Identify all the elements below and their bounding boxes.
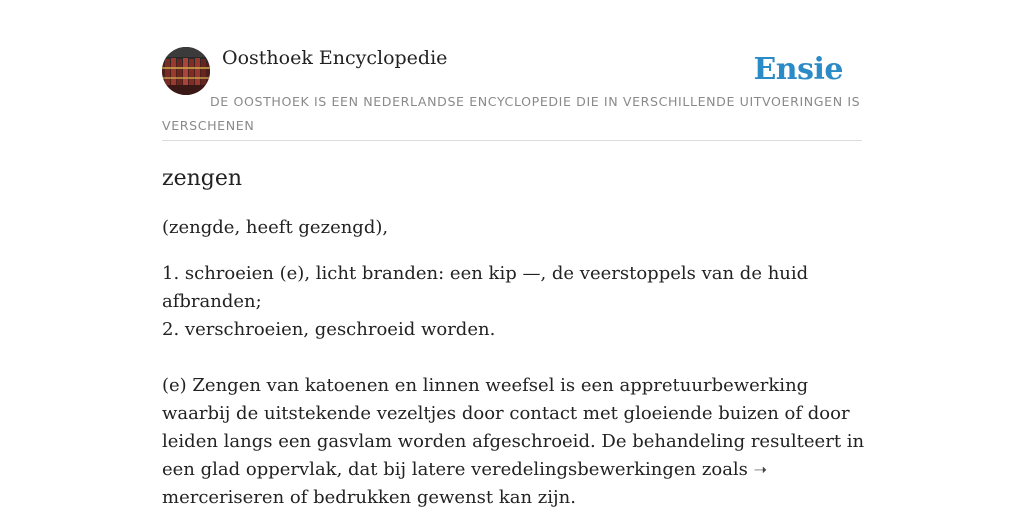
link-merceriseren[interactable]: merceriseren: [162, 487, 285, 508]
definition-item: 1. schroeien (e), licht branden: een kip —, de veerstoppels van de huid afbranden;: [162, 263, 809, 312]
definition-item: 2. verschroeien, geschroeid worden.: [162, 319, 496, 340]
site-title[interactable]: Oosthoek Encyclopedie: [222, 47, 448, 69]
encyclopedia-books-icon[interactable]: [162, 47, 210, 95]
arrow-right-icon: ➝: [753, 460, 768, 479]
note-text: gewenst kan zijn.: [411, 487, 576, 508]
entry-note: [162, 372, 866, 512]
definition-list: [162, 260, 866, 344]
note-text: of: [284, 487, 314, 508]
entry-grammar: (zengde, heeft gezengd),: [162, 217, 389, 238]
link-bedrukken[interactable]: bedrukken: [313, 487, 412, 508]
brand-logo[interactable]: Ensie: [753, 52, 843, 87]
entry-content: [162, 160, 866, 512]
note-text: (e) Zengen van katoenen en linnen weefsel is een appretuurbewerking waarbij de uitstekende vezeltjes door contact met gloeiende buizen of door leiden langs een gasvlam worden afgeschroeid. De behandeling resulteert in een glad oppervlak, dat bij latere veredelingsbewerkingen zoals: [162, 375, 865, 480]
site-header: [162, 46, 862, 141]
entry-title: zengen: [162, 166, 243, 191]
site-tagline: DE OOSTHOEK IS EEN NEDERLANDSE ENCYCLOPEDIE DIE IN VERSCHILLENDE UITVOERINGEN IS VERSCHENEN: [162, 94, 861, 133]
